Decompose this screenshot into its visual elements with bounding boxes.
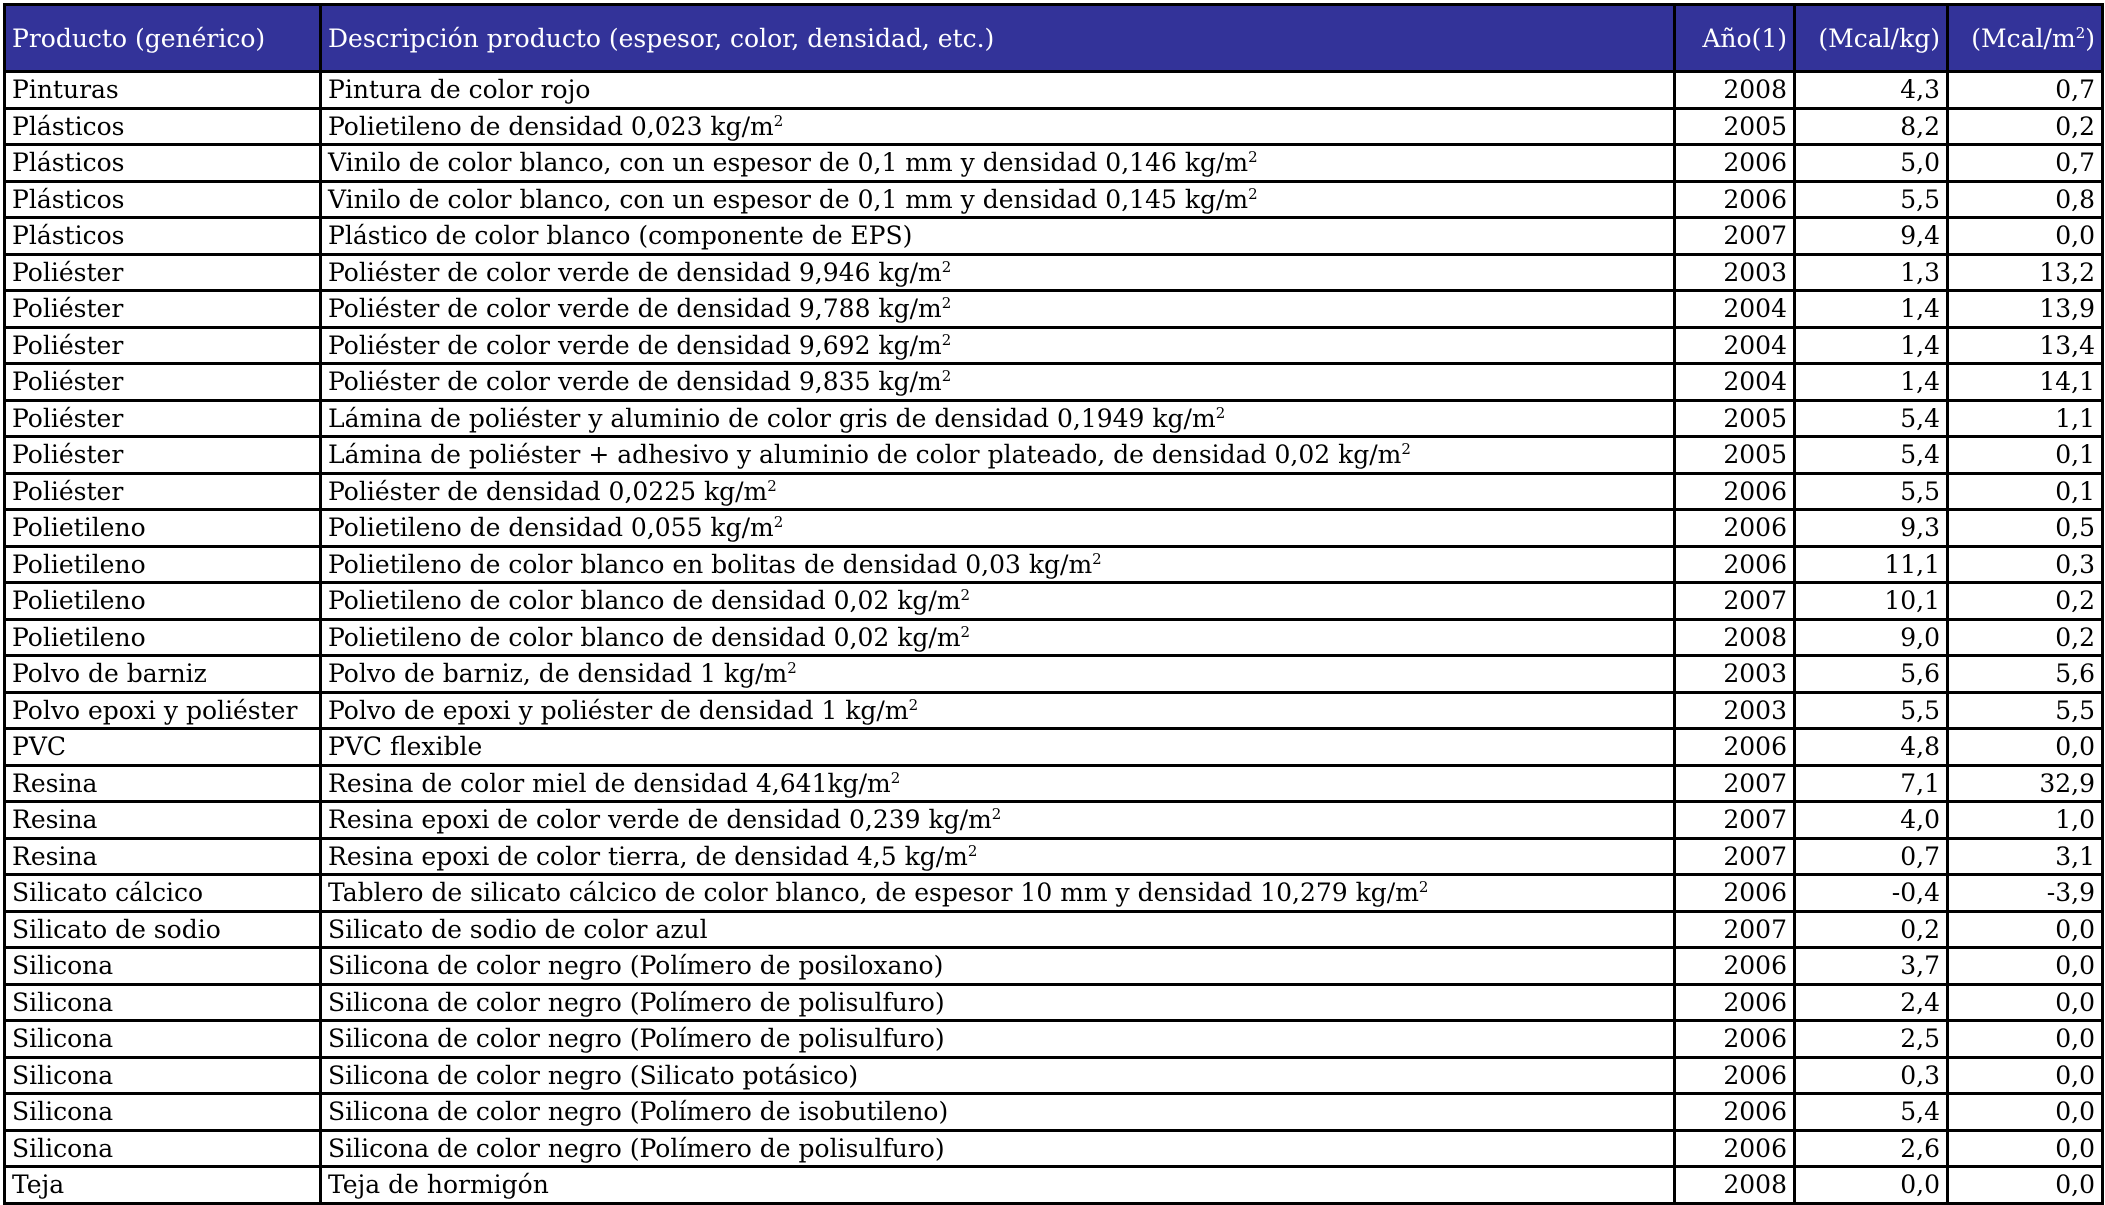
cell-producto: Pinturas [5,72,321,109]
cell-anio: 2007 [1675,802,1795,839]
table-row [5,911,2103,948]
cell-descripcion-text: Poliéster de color verde de densidad 9,788 kg/m [328,294,942,324]
cell-anio: 2006 [1675,145,1795,182]
cell-producto: Silicona [5,1057,321,1094]
cell-descripcion-text: Silicona de color negro (Silicato potásico) [328,1060,859,1090]
cell-descripcion-text: Poliéster de color verde de densidad 9,835 kg/m [328,367,942,397]
cell-producto: Plásticos [5,181,321,218]
cell-mcal-kg: 9,4 [1795,218,1948,255]
cell-producto: Silicona [5,984,321,1021]
cell-mcal-m2: 32,9 [1948,765,2103,802]
cell-anio: 2005 [1675,108,1795,145]
cell-mcal-m2: 0,0 [1948,729,2103,766]
cell-descripcion-text: Silicona de color negro (Polímero de polisulfuro) [328,1133,945,1163]
cell-mcal-m2: 0,5 [1948,510,2103,547]
cell-mcal-m2: 0,0 [1948,1094,2103,1131]
cell-descripcion-text: Silicona de color negro (Polímero de isobutileno) [328,1097,949,1127]
cell-descripcion-text: Resina de color miel de densidad 4,641kg/m [328,768,891,798]
cell-descripcion-text: Pintura de color rojo [328,75,591,105]
header-mcal-kg: (Mcal/kg) [1795,5,1948,72]
table-row [5,327,2103,364]
cell-descripcion-text: Vinilo de color blanco, con un espesor de 0,1 mm y densidad 0,145 kg/m [328,184,1249,214]
cell-mcal-m2: -3,9 [1948,875,2103,912]
table-row [5,437,2103,474]
cell-descripcion-exponent: 2 [787,659,797,678]
cell-anio: 2006 [1675,510,1795,547]
cell-mcal-m2: 3,1 [1948,838,2103,875]
table-row [5,656,2103,693]
cell-descripcion-exponent: 2 [1401,440,1411,459]
cell-anio: 2006 [1675,1130,1795,1167]
cell-mcal-m2: 0,1 [1948,437,2103,474]
cell-descripcion-exponent: 2 [890,768,901,787]
header-mcal-m2-close: ) [2085,23,2095,53]
cell-descripcion-exponent: 2 [941,257,952,276]
cell-descripcion-exponent: 2 [960,586,971,605]
cell-descripcion-text: PVC flexible [328,732,483,762]
cell-mcal-m2: 5,6 [1948,656,2103,693]
cell-descripcion-exponent: 2 [767,476,777,495]
cell-descripcion-text: Silicona de color negro (Polímero de posiloxano) [328,951,944,981]
cell-anio: 2007 [1675,218,1795,255]
cell-producto: Poliéster [5,254,321,291]
table-row [5,473,2103,510]
cell-mcal-m2: 0,2 [1948,108,2103,145]
cell-descripcion-text: Vinilo de color blanco, con un espesor de 0,1 mm y densidad 0,146 kg/m [328,148,1249,178]
cell-mcal-m2: 13,4 [1948,327,2103,364]
header-descripcion: Descripción producto (espesor, color, densidad, etc.) [321,5,1675,72]
cell-descripcion [321,729,1675,766]
cell-mcal-kg: 4,0 [1795,802,1948,839]
cell-producto: Resina [5,838,321,875]
cell-descripcion-exponent: 2 [991,805,1002,824]
table-body [5,72,2103,1204]
table-row [5,145,2103,182]
cell-producto: Polietileno [5,510,321,547]
cell-anio: 2006 [1675,1021,1795,1058]
header-mcal-m2-exponent: 2 [2075,23,2086,42]
cell-descripcion-exponent: 2 [1248,148,1258,167]
cell-descripcion [321,145,1675,182]
cell-mcal-m2: 0,8 [1948,181,2103,218]
header-producto: Producto (genérico) [5,5,321,72]
cell-descripcion [321,1130,1675,1167]
cell-mcal-kg: 4,8 [1795,729,1948,766]
cell-descripcion [321,911,1675,948]
cell-producto: Silicona [5,1094,321,1131]
cell-descripcion [321,254,1675,291]
cell-descripcion-text: Polietileno de color blanco de densidad 0,02 kg/m [328,586,961,616]
cell-mcal-kg: 5,4 [1795,437,1948,474]
header-mcal-m2 [1948,5,2103,72]
cell-producto: Polvo epoxi y poliéster [5,692,321,729]
cell-mcal-m2: 13,9 [1948,291,2103,328]
cell-anio: 2007 [1675,911,1795,948]
cell-mcal-m2: 1,1 [1948,400,2103,437]
cell-descripcion-exponent: 2 [1248,184,1258,203]
cell-descripcion [321,656,1675,693]
cell-mcal-kg: 0,0 [1795,1167,1948,1204]
table-row [5,510,2103,547]
cell-descripcion-text: Polvo de barniz, de densidad 1 kg/m [328,659,788,689]
cell-mcal-kg: 1,3 [1795,254,1948,291]
cell-descripcion-exponent: 2 [908,695,919,714]
cell-descripcion-text: Polvo de epoxi y poliéster de densidad 1 kg/m [328,695,909,725]
cell-mcal-m2: 14,1 [1948,364,2103,401]
cell-producto: Plásticos [5,145,321,182]
cell-descripcion [321,108,1675,145]
cell-anio: 2007 [1675,765,1795,802]
cell-descripcion-exponent: 2 [960,622,971,641]
cell-mcal-m2: 0,2 [1948,583,2103,620]
cell-mcal-m2: 0,3 [1948,546,2103,583]
cell-descripcion [321,473,1675,510]
cell-mcal-m2: 0,0 [1948,1057,2103,1094]
cell-mcal-kg: 9,3 [1795,510,1948,547]
cell-mcal-kg: 10,1 [1795,583,1948,620]
cell-producto: Poliéster [5,327,321,364]
cell-anio: 2004 [1675,327,1795,364]
cell-descripcion [321,72,1675,109]
cell-producto: Silicona [5,948,321,985]
cell-descripcion [321,765,1675,802]
product-energy-table [3,3,2104,1205]
cell-mcal-kg: 2,4 [1795,984,1948,1021]
cell-producto: Silicato de sodio [5,911,321,948]
cell-descripcion-exponent: 2 [1215,403,1226,422]
table-row [5,108,2103,145]
cell-descripcion-exponent: 2 [773,111,784,130]
table-row [5,218,2103,255]
cell-descripcion [321,364,1675,401]
table-row [5,1021,2103,1058]
cell-descripcion [321,1094,1675,1131]
cell-mcal-kg: 0,2 [1795,911,1948,948]
table-row [5,1167,2103,1204]
cell-descripcion [321,546,1675,583]
cell-anio: 2005 [1675,400,1795,437]
cell-mcal-kg: 2,5 [1795,1021,1948,1058]
cell-descripcion-text: Resina epoxi de color tierra, de densidad 4,5 kg/m [328,841,968,871]
table-row [5,984,2103,1021]
cell-descripcion [321,400,1675,437]
cell-producto: Teja [5,1167,321,1204]
cell-mcal-m2: 0,0 [1948,1167,2103,1204]
cell-producto: Poliéster [5,400,321,437]
cell-mcal-kg: 5,5 [1795,692,1948,729]
cell-descripcion [321,291,1675,328]
cell-anio: 2006 [1675,181,1795,218]
cell-descripcion-text: Resina epoxi de color verde de densidad 0,239 kg/m [328,805,992,835]
cell-mcal-kg: 4,3 [1795,72,1948,109]
cell-anio: 2003 [1675,656,1795,693]
cell-descripcion-text: Polietileno de color blanco en bolitas de densidad 0,03 kg/m [328,549,1093,579]
cell-mcal-kg: 8,2 [1795,108,1948,145]
cell-anio: 2007 [1675,583,1795,620]
cell-mcal-kg: 11,1 [1795,546,1948,583]
cell-descripcion-text: Polietileno de color blanco de densidad 0,02 kg/m [328,622,961,652]
cell-producto: Resina [5,765,321,802]
table-row [5,72,2103,109]
table-row [5,1057,2103,1094]
cell-mcal-kg: 9,0 [1795,619,1948,656]
cell-anio: 2006 [1675,1094,1795,1131]
cell-descripcion [321,1057,1675,1094]
cell-mcal-m2: 0,0 [1948,948,2103,985]
table-row [5,181,2103,218]
cell-descripcion [321,948,1675,985]
cell-anio: 2005 [1675,437,1795,474]
cell-mcal-kg: 5,5 [1795,181,1948,218]
cell-descripcion-text: Teja de hormigón [328,1170,549,1200]
cell-mcal-kg: -0,4 [1795,875,1948,912]
header-row [5,5,2103,72]
cell-anio: 2006 [1675,729,1795,766]
cell-mcal-kg: 7,1 [1795,765,1948,802]
cell-descripcion-text: Tablero de silicato cálcico de color blanco, de espesor 10 mm y densidad 10,279 kg/m [328,878,1419,908]
cell-anio: 2008 [1675,619,1795,656]
cell-mcal-kg: 5,4 [1795,400,1948,437]
cell-mcal-m2: 1,0 [1948,802,2103,839]
cell-descripcion [321,692,1675,729]
cell-producto: Poliéster [5,437,321,474]
cell-descripcion [321,619,1675,656]
cell-mcal-m2: 0,2 [1948,619,2103,656]
table-row [5,875,2103,912]
table-row [5,1094,2103,1131]
cell-producto: Polvo de barniz [5,656,321,693]
cell-descripcion-text: Polietileno de densidad 0,055 kg/m [328,513,774,543]
cell-mcal-kg: 5,4 [1795,1094,1948,1131]
cell-mcal-kg: 5,6 [1795,656,1948,693]
cell-producto: Polietileno [5,619,321,656]
cell-descripcion [321,437,1675,474]
cell-mcal-kg: 3,7 [1795,948,1948,985]
cell-descripcion [321,218,1675,255]
cell-descripcion-exponent: 2 [941,294,952,313]
cell-producto: PVC [5,729,321,766]
cell-producto: Poliéster [5,364,321,401]
table-row [5,400,2103,437]
cell-descripcion [321,875,1675,912]
cell-mcal-m2: 13,2 [1948,254,2103,291]
table-row [5,546,2103,583]
cell-anio: 2004 [1675,364,1795,401]
cell-mcal-kg: 0,3 [1795,1057,1948,1094]
cell-mcal-kg: 1,4 [1795,291,1948,328]
cell-descripcion-exponent: 2 [1418,878,1429,897]
cell-anio: 2006 [1675,984,1795,1021]
table-row [5,364,2103,401]
cell-anio: 2004 [1675,291,1795,328]
cell-mcal-m2: 5,5 [1948,692,2103,729]
table-row [5,692,2103,729]
cell-descripcion [321,510,1675,547]
cell-anio: 2006 [1675,473,1795,510]
cell-descripcion [321,984,1675,1021]
cell-anio: 2006 [1675,546,1795,583]
cell-producto: Polietileno [5,546,321,583]
cell-mcal-kg: 1,4 [1795,327,1948,364]
table-row [5,802,2103,839]
cell-descripcion-text: Poliéster de color verde de densidad 9,946 kg/m [328,257,942,287]
cell-producto: Resina [5,802,321,839]
cell-producto: Poliéster [5,291,321,328]
cell-mcal-m2: 0,0 [1948,1130,2103,1167]
table-row [5,583,2103,620]
table-row [5,1130,2103,1167]
cell-descripcion-text: Lámina de poliéster y aluminio de color gris de densidad 0,1949 kg/m [328,403,1216,433]
header-mcal-m2-base: (Mcal/m [1971,23,2076,53]
cell-descripcion [321,838,1675,875]
table-row [5,838,2103,875]
cell-descripcion [321,1167,1675,1204]
header-anio: Año(1) [1675,5,1795,72]
cell-descripcion-text: Plástico de color blanco (componente de EPS) [328,221,913,251]
table-row [5,948,2103,985]
table-row [5,729,2103,766]
cell-anio: 2007 [1675,838,1795,875]
cell-descripcion [321,181,1675,218]
cell-mcal-m2: 0,0 [1948,911,2103,948]
cell-descripcion-exponent: 2 [941,330,952,349]
cell-anio: 2006 [1675,948,1795,985]
cell-producto: Poliéster [5,473,321,510]
table-header [5,5,2103,72]
cell-descripcion [321,583,1675,620]
cell-mcal-kg: 2,6 [1795,1130,1948,1167]
cell-descripcion-text: Poliéster de color verde de densidad 9,692 kg/m [328,330,942,360]
cell-mcal-m2: 0,7 [1948,145,2103,182]
table-row [5,619,2103,656]
cell-anio: 2003 [1675,254,1795,291]
cell-mcal-m2: 0,7 [1948,72,2103,109]
cell-producto: Plásticos [5,218,321,255]
cell-producto: Plásticos [5,108,321,145]
cell-mcal-m2: 0,0 [1948,1021,2103,1058]
cell-descripcion-text: Silicato de sodio de color azul [328,914,708,944]
cell-mcal-m2: 0,0 [1948,218,2103,255]
cell-mcal-m2: 0,0 [1948,984,2103,1021]
cell-anio: 2008 [1675,72,1795,109]
cell-descripcion [321,327,1675,364]
cell-mcal-kg: 5,0 [1795,145,1948,182]
cell-producto: Silicona [5,1130,321,1167]
cell-anio: 2006 [1675,1057,1795,1094]
cell-descripcion-exponent: 2 [1092,549,1102,568]
cell-anio: 2008 [1675,1167,1795,1204]
cell-anio: 2003 [1675,692,1795,729]
cell-producto: Silicona [5,1021,321,1058]
cell-mcal-kg: 1,4 [1795,364,1948,401]
cell-producto: Polietileno [5,583,321,620]
cell-descripcion [321,1021,1675,1058]
cell-descripcion-text: Poliéster de densidad 0,0225 kg/m [328,476,768,506]
table-row [5,765,2103,802]
cell-mcal-kg: 0,7 [1795,838,1948,875]
cell-descripcion-text: Silicona de color negro (Polímero de polisulfuro) [328,1024,945,1054]
cell-descripcion-exponent: 2 [773,513,784,532]
cell-mcal-kg: 5,5 [1795,473,1948,510]
table-row [5,254,2103,291]
cell-anio: 2006 [1675,875,1795,912]
cell-producto: Silicato cálcico [5,875,321,912]
cell-descripcion-text: Lámina de poliéster + adhesivo y aluminio de color plateado, de densidad 0,02 kg/m [328,440,1402,470]
cell-descripcion-text: Silicona de color negro (Polímero de polisulfuro) [328,987,945,1017]
cell-descripcion [321,802,1675,839]
cell-mcal-m2: 0,1 [1948,473,2103,510]
cell-descripcion-exponent: 2 [967,841,978,860]
cell-descripcion-exponent: 2 [941,367,952,386]
cell-descripcion-text: Polietileno de densidad 0,023 kg/m [328,111,774,141]
table-row [5,291,2103,328]
